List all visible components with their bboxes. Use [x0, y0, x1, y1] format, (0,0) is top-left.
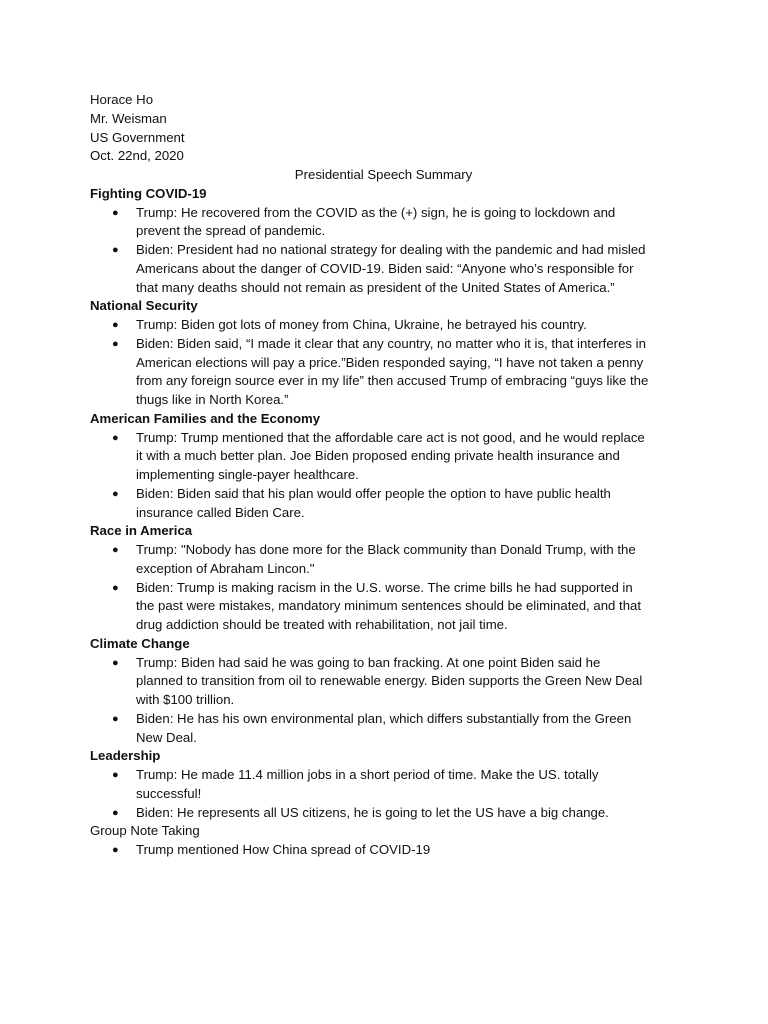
bullet-text: Trump: Biden had said he was going to ban fracking. At one point Biden said he planned to transition from oil to renewable energy. Biden supports the Green New Deal with $100 trillion.: [136, 654, 643, 707]
bullet-text: Trump: "Nobody has done more for the Black community than Donald Trump, with the exception of Abraham Lincon.": [136, 542, 636, 576]
bullet-item: [90, 541, 650, 579]
student-name: Horace Ho: [90, 92, 154, 107]
bullet-icon: ●: [112, 656, 119, 669]
section-heading: Fighting COVID-19: [90, 185, 207, 201]
document-sections: [90, 185, 680, 860]
bullet-list: [90, 429, 680, 523]
bullet-icon: ●: [112, 337, 119, 350]
section-heading: Climate Change: [90, 635, 190, 651]
bullet-item: [90, 485, 650, 523]
document-title: Presidential Speech Summary: [294, 167, 473, 182]
bullet-list: [90, 541, 680, 635]
document-header: [90, 91, 680, 166]
teacher-name: Mr. Weisman: [90, 110, 167, 126]
document-date: Oct. 22nd, 2020: [90, 148, 184, 164]
section-heading: American Families and the Economy: [90, 410, 321, 426]
bullet-icon: ●: [112, 431, 119, 444]
document-page: [90, 91, 680, 860]
section-heading: National Security: [90, 298, 198, 314]
section: [90, 410, 680, 523]
bullet-text: Biden: He has his own environmental plan, which differs substantially from the Green New Deal.: [136, 710, 632, 745]
bullet-text: Biden: Trump is making racism in the U.S. worse. The crime bills he had supported in the past were mistakes, mandatory minimum sentences should be eliminated, and that drug addiction should be treated with rehabilitation, not jail time.: [136, 579, 642, 632]
bullet-item: [90, 316, 650, 335]
bullet-text: Biden: He represents all US citizens, he is going to let the US have a big change.: [136, 804, 609, 820]
bullet-list: [90, 841, 680, 860]
section-heading: Leadership: [90, 748, 161, 764]
bullet-list: [90, 204, 680, 298]
course-name: US Government: [90, 129, 185, 145]
bullet-text: Trump: He recovered from the COVID as the (+) sign, he is going to lockdown and prevent the spread of pandemic.: [136, 204, 616, 239]
bullet-item: [90, 654, 650, 710]
bullet-list: [90, 316, 680, 410]
bullet-item: [90, 241, 650, 297]
bullet-list: [90, 766, 680, 822]
bullet-icon: ●: [112, 487, 119, 500]
bullet-text: Trump: Trump mentioned that the affordable care act is not good, and he would replace it with a much better plan. Joe Biden proposed ending private health insurance and implementing single-payer healthcare.: [136, 429, 645, 482]
bullet-text: Biden: President had no national strategy for dealing with the pandemic and had misled Americans about the danger of COVID-19. Biden said: “Anyone who’s responsible for that many deaths should not remain as president of the United States of America.”: [136, 242, 646, 295]
section: [90, 822, 680, 860]
bullet-icon: ●: [112, 244, 119, 256]
bullet-list: [90, 654, 680, 748]
bullet-item: [90, 841, 650, 860]
bullet-item: [90, 579, 650, 635]
bullet-icon: ●: [112, 806, 119, 819]
bullet-item: [90, 710, 650, 748]
section: [90, 297, 680, 410]
bullet-item: [90, 204, 650, 242]
section: [90, 635, 680, 748]
section: [90, 747, 680, 822]
bullet-text: Biden: Biden said that his plan would offer people the option to have public health insurance called Biden Care.: [136, 485, 611, 520]
section: [90, 185, 680, 298]
bullet-icon: ●: [112, 844, 119, 856]
bullet-item: [90, 804, 650, 823]
section-heading: Group Note Taking: [90, 823, 200, 839]
bullet-item: [90, 335, 650, 410]
bullet-icon: ●: [112, 206, 119, 219]
bullet-icon: ●: [112, 581, 119, 594]
bullet-item: [90, 429, 650, 485]
section: [90, 522, 680, 635]
section-heading: Race in America: [90, 523, 193, 539]
bullet-item: [90, 766, 650, 804]
bullet-icon: ●: [112, 544, 119, 556]
bullet-icon: ●: [112, 319, 119, 331]
bullet-text: Trump: He made 11.4 million jobs in a short period of time. Make the US. totally successful!: [136, 767, 599, 801]
bullet-icon: ●: [112, 712, 119, 725]
bullet-text: Trump mentioned How China spread of COVID-19: [136, 842, 431, 857]
bullet-text: Trump: Biden got lots of money from China, Ukraine, he betrayed his country.: [136, 317, 587, 332]
bullet-icon: ●: [112, 769, 119, 781]
bullet-text: Biden: Biden said, “I made it clear that any country, no matter who it is, that interferes in American elections will pay a price.”Biden responded saying, “I have not taken a penny from any foreign source ever in my life” then accused Trump of embracing “guys like the thugs like in North Korea.”: [136, 335, 649, 407]
